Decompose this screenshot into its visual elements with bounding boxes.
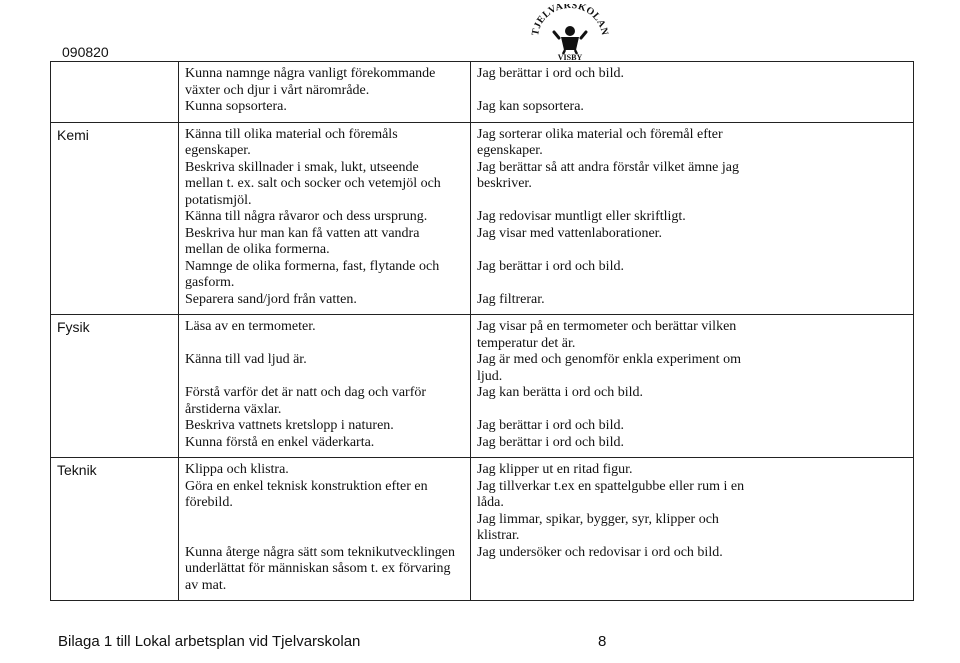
- criteria-line: [477, 275, 907, 292]
- criteria-line: [477, 242, 907, 259]
- criteria-line: beskriver.: [477, 176, 532, 191]
- curriculum-table: [50, 61, 914, 601]
- subject-cell: Teknik: [51, 458, 179, 601]
- goal-line: [185, 512, 464, 529]
- criteria-line: klistrar.: [477, 528, 520, 543]
- criteria-cell: [471, 458, 914, 601]
- goal-line: [185, 369, 464, 386]
- criteria-cell: [471, 122, 914, 315]
- goal-line: gasform.: [185, 275, 235, 290]
- goal-line: Kunna förstå en enkel väderkarta.: [185, 434, 375, 450]
- criteria-line: Jag kan berätta i ord och bild.: [477, 385, 644, 400]
- criteria-line: Jag berättar i ord och bild.: [477, 66, 624, 81]
- goal-line: Klippa och klistra.: [185, 462, 289, 477]
- criteria-line: Jag visar med vattenlaborationer.: [477, 225, 663, 241]
- criteria-line: [477, 402, 907, 419]
- criteria-line: Jag berättar i ord och bild.: [477, 434, 624, 450]
- goal-line: av mat.: [185, 577, 227, 593]
- criteria-line: Jag tillverkar t.ex en spattelgubbe eller rum i en: [477, 478, 745, 494]
- criteria-line: Jag klipper ut en ritad figur.: [477, 462, 633, 477]
- goal-line: Beskriva skillnader i smak, lukt, utseende: [185, 159, 419, 175]
- school-logo-icon: [530, 4, 610, 62]
- criteria-line: Jag limmar, spikar, bygger, syr, klipper och: [477, 511, 719, 527]
- document-date: 090820: [62, 44, 109, 60]
- goal-line: Beskriva hur man kan få vatten att vandra: [185, 225, 420, 241]
- criteria-cell: [471, 62, 914, 123]
- criteria-line: Jag kan sopsortera.: [477, 99, 584, 114]
- criteria-line: temperatur det är.: [477, 335, 576, 351]
- goal-line: Kunna namnge några vanligt förekommande: [185, 66, 436, 81]
- subject-cell: Kemi: [51, 122, 179, 315]
- subject-cell: [51, 62, 179, 123]
- page-number: 8: [598, 633, 607, 650]
- criteria-line: Jag visar på en termometer och berättar vilken: [477, 319, 737, 334]
- logo-arc-text: TJELVARSKOLAN: [530, 4, 610, 37]
- goals-cell: [179, 315, 471, 458]
- goal-line: förebild.: [185, 495, 233, 510]
- goals-cell: [179, 458, 471, 601]
- criteria-line: Jag undersöker och redovisar i ord och bild.: [477, 544, 723, 560]
- criteria-line: Jag sorterar olika material och föremål efter: [477, 126, 723, 142]
- table-row: [51, 122, 914, 315]
- goal-line: Känna till olika material och föremåls: [185, 126, 398, 142]
- subject-cell: Fysik: [51, 315, 179, 458]
- goal-line: [185, 528, 464, 545]
- criteria-line: Jag berättar i ord och bild.: [477, 258, 624, 274]
- goal-line: Känna till vad ljud är.: [185, 352, 307, 367]
- goal-line: mellan t. ex. salt och socker och vetemjöl och: [185, 176, 441, 191]
- table-row: [51, 62, 914, 123]
- goal-line: [185, 336, 464, 353]
- criteria-line: Jag berättar i ord och bild.: [477, 418, 624, 433]
- criteria-line: [477, 193, 907, 210]
- school-logo: [530, 4, 610, 62]
- goal-line: Känna till några råvaror och dess ursprung.: [185, 209, 428, 224]
- goal-line: Kunna sopsortera.: [185, 99, 287, 114]
- criteria-line: ljud.: [477, 368, 503, 384]
- criteria-line: egenskaper.: [477, 143, 543, 158]
- goals-cell: [179, 62, 471, 123]
- goal-line: Separera sand/jord från vatten.: [185, 291, 357, 307]
- table-row: [51, 315, 914, 458]
- table-row: [51, 458, 914, 601]
- criteria-line: Jag berättar så att andra förstår vilket ämne jag: [477, 159, 739, 175]
- goal-line: underlättat för människan såsom t. ex förvaring: [185, 561, 451, 576]
- goal-line: egenskaper.: [185, 143, 251, 158]
- footer-text: Bilaga 1 till Lokal arbetsplan vid Tjelvarskolan: [58, 633, 361, 650]
- criteria-line: Jag är med och genomför enkla experiment om: [477, 352, 741, 367]
- goal-line: växter och djur i vårt närområde.: [185, 82, 370, 98]
- logo-city-text: VISBY: [557, 53, 583, 62]
- criteria-line: Jag redovisar muntligt eller skriftligt.: [477, 209, 686, 224]
- criteria-cell: [471, 315, 914, 458]
- goal-line: mellan de olika formerna.: [185, 242, 330, 257]
- goal-line: årstiderna växlar.: [185, 401, 282, 417]
- criteria-line: Jag filtrerar.: [477, 291, 545, 307]
- goal-line: Läsa av en termometer.: [185, 319, 316, 334]
- goals-cell: [179, 122, 471, 315]
- goal-line: Kunna återge några sätt som teknikutvecklingen: [185, 544, 455, 560]
- goal-line: Beskriva vattnets kretslopp i naturen.: [185, 418, 394, 433]
- criteria-line: låda.: [477, 495, 504, 510]
- goal-line: potatismjöl.: [185, 192, 252, 208]
- goal-line: Förstå varför det är natt och dag och varför: [185, 385, 427, 400]
- criteria-line: [477, 83, 907, 100]
- goal-line: Göra en enkel teknisk konstruktion efter en: [185, 478, 428, 494]
- goal-line: Namnge de olika formerna, fast, flytande och: [185, 258, 440, 274]
